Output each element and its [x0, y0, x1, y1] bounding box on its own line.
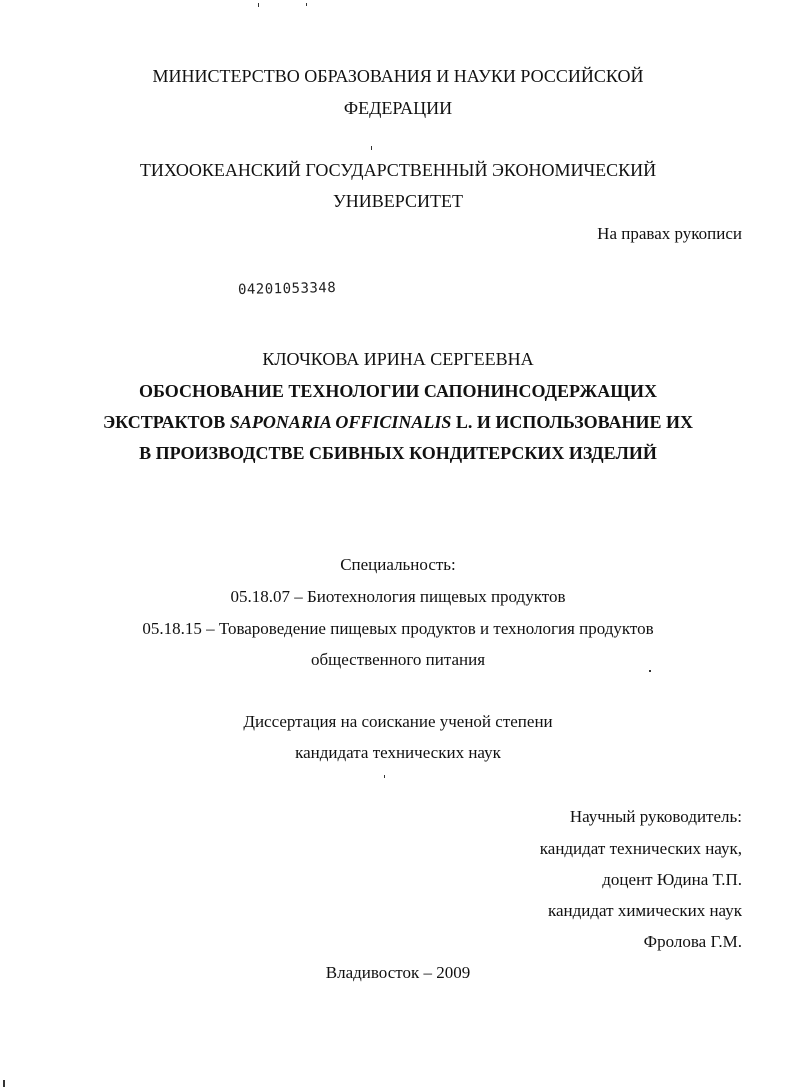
- scan-speck: [384, 775, 385, 778]
- specialty-item-2-line-1: 05.18.15 – Товароведение пищевых продуктов и технология продуктов: [142, 619, 654, 638]
- ministry-line-1: МИНИСТЕРСТВО ОБРАЗОВАНИЯ И НАУКИ РОССИЙСКОЙ: [152, 66, 644, 86]
- city-year: Владивосток – 2009: [325, 963, 471, 982]
- title-line-1: ОБОСНОВАНИЕ ТЕХНОЛОГИИ САПОНИНСОДЕРЖАЩИХ: [139, 381, 657, 401]
- scan-speck: [3, 1080, 5, 1087]
- manuscript-rights: На правах рукописи: [597, 224, 742, 243]
- university-line-2: УНИВЕРСИТЕТ: [333, 191, 463, 211]
- specialty-item-2-line-2: общественного питания: [310, 650, 486, 669]
- specialty-item-1: 05.18.07 – Биотехнология пищевых продуктов: [230, 587, 566, 606]
- supervisor-label: Научный руководитель:: [569, 807, 742, 826]
- degree-line-2: кандидата технических наук: [295, 743, 501, 762]
- catalog-number-stamp: 04201053348: [237, 279, 337, 298]
- title-line-2-suffix: L. И ИСПОЛЬЗОВАНИЕ ИХ: [451, 412, 694, 432]
- title-line-2: [0, 411, 796, 433]
- title-species-name: SAPONARIA OFFICINALIS: [229, 412, 452, 432]
- scan-speck: [306, 3, 307, 6]
- scan-speck: [649, 670, 651, 672]
- supervisor-1-name: доцент Юдина Т.П.: [602, 870, 742, 889]
- supervisor-2-degree: кандидат химических наук: [548, 901, 742, 920]
- author-name: КЛОЧКОВА ИРИНА СЕРГЕЕВНА: [262, 349, 534, 369]
- university-line-1: ТИХООКЕАНСКИЙ ГОСУДАРСТВЕННЫЙ ЭКОНОМИЧЕСКИЙ: [139, 160, 657, 180]
- scan-speck: [371, 146, 372, 150]
- supervisor-1-degree: кандидат технических наук,: [539, 839, 742, 858]
- degree-line-1: Диссертация на соискание ученой степени: [243, 712, 553, 731]
- supervisor-2-name: Фролова Г.М.: [643, 932, 742, 951]
- scan-speck: [258, 3, 259, 7]
- title-line-3: В ПРОИЗВОДСТВЕ СБИВНЫХ КОНДИТЕРСКИХ ИЗДЕЛИЙ: [139, 443, 657, 463]
- title-line-2-prefix: ЭКСТРАКТОВ: [102, 412, 230, 432]
- ministry-line-2: ФЕДЕРАЦИИ: [343, 98, 453, 118]
- specialty-label: Специальность:: [340, 555, 456, 574]
